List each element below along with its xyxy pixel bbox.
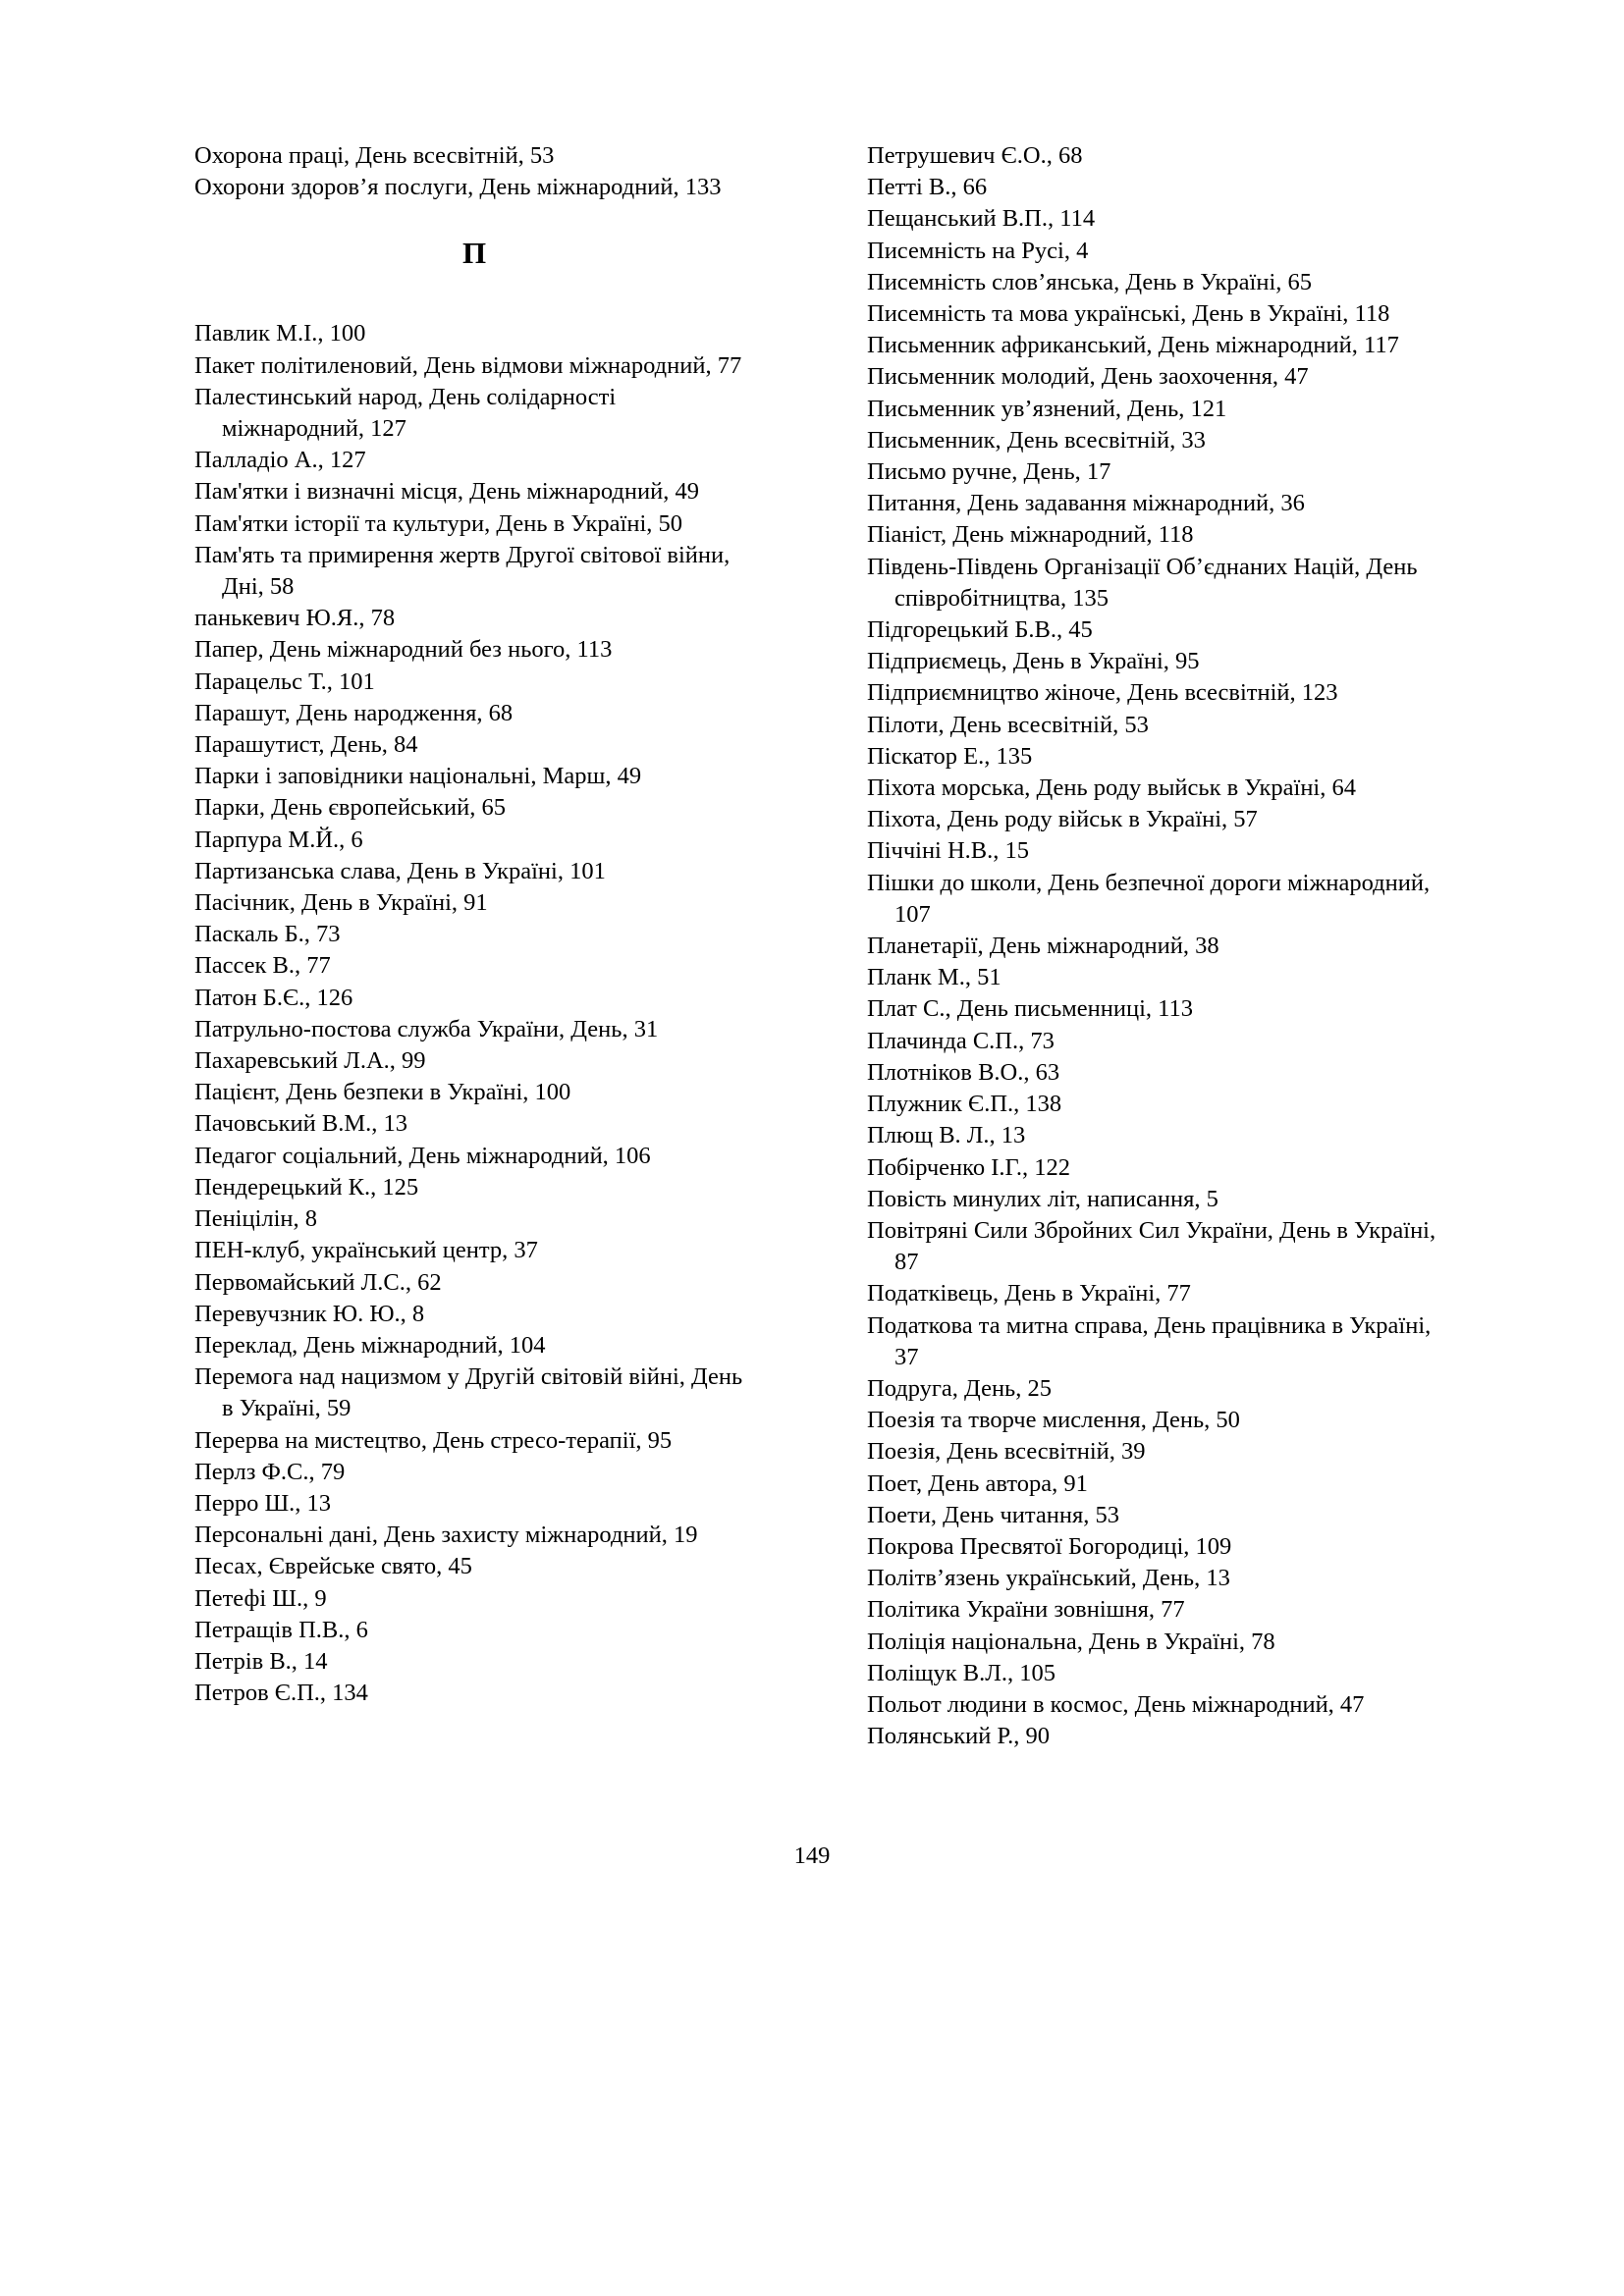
index-entries-top (194, 140, 754, 203)
index-entry: Піскатор Е., 135 (867, 742, 1033, 770)
index-entry: Покрова Пресвятої Богородиці, 109 (867, 1532, 1232, 1560)
index-entry: Папер, День міжнародний без нього, 113 (194, 636, 613, 664)
index-entry: Підприємець, День в Україні, 95 (867, 648, 1200, 675)
index-entry: Переклад, День міжнародний, 104 (194, 1331, 546, 1359)
index-entry: Піхота морська, День роду выйськ в Україні, 64 (867, 774, 1356, 802)
index-entry: Поезія, День всесвітній, 39 (867, 1438, 1146, 1466)
index-entry: Пачовський В.М., 13 (194, 1110, 408, 1138)
index-entry: Писемність на Русі, 4 (867, 237, 1089, 264)
index-entry: Пілоти, День всесвітній, 53 (867, 711, 1149, 738)
index-entry: Парашут, День народження, 68 (194, 699, 514, 726)
index-entry: Планк М., 51 (867, 964, 1001, 991)
index-entry: Польот людини в космос, День міжнародний, 47 (867, 1690, 1365, 1718)
index-entry: Податкова та митна справа, День працівника в Україні, 37 (867, 1311, 1432, 1370)
index-entry: Пакет політиленовий, День відмови міжнародний, 77 (194, 351, 742, 379)
index-entry: Патрульно-постова служба України, День, 31 (194, 1015, 659, 1042)
index-entry: Палладіо А., 127 (194, 447, 366, 474)
index-entries-left (194, 318, 754, 1709)
index-entry: Піхота, День роду військ в Україні, 57 (867, 806, 1258, 833)
index-entry: Пассек В., 77 (194, 952, 331, 980)
index-entry: Письменник африканський, День міжнародний, 117 (867, 332, 1399, 359)
index-entry: Охорона праці, День всесвітній, 53 (194, 142, 555, 169)
index-entry: Патон Б.Є., 126 (194, 984, 353, 1011)
index-entry: Письменник ув’язнений, День, 121 (867, 395, 1227, 422)
page-number: 149 (793, 1842, 831, 1869)
index-entry: Перемога над нацизмом у Другій світовій війні, День в Україні, 59 (194, 1363, 743, 1422)
index-entry: Плужник Є.П., 138 (867, 1091, 1062, 1118)
index-entry: Парпура М.Й., 6 (194, 826, 363, 853)
index-entry: Поезія та творче мислення, День, 50 (867, 1407, 1240, 1434)
index-column-right (867, 140, 1436, 1752)
index-entry: Парашутист, День, 84 (194, 731, 418, 759)
index-entry: Педагог соціальний, День міжнародний, 106 (194, 1142, 651, 1169)
index-entry: Повість минулих літ, написання, 5 (867, 1185, 1218, 1212)
index-entry: Персональні дані, День захисту міжнародний, 19 (194, 1522, 698, 1549)
index-entry: Пішки до школи, День безпечної дороги міжнародний, 107 (867, 869, 1431, 928)
index-entry: Письменник, День всесвітній, 33 (867, 426, 1206, 454)
index-entry: Повітряні Сили Збройних Сил України, День в Україні, 87 (867, 1216, 1436, 1276)
index-entry: Плат С., День письменниці, 113 (867, 995, 1193, 1023)
index-entry: панькевич Ю.Я., 78 (194, 605, 396, 632)
index-entry: Плющ В. Л., 13 (867, 1122, 1026, 1149)
index-entry: Політика України зовнішня, 77 (867, 1596, 1185, 1624)
index-entry: Південь-Південь Організації Об’єднаних Націй, День співробітництва, 135 (867, 553, 1418, 612)
index-entry: Павлик М.І., 100 (194, 320, 366, 347)
index-entry: Паскаль Б., 73 (194, 921, 341, 948)
index-entry: Поети, День читання, 53 (867, 1501, 1120, 1528)
index-entry: Песах, Єврейське свято, 45 (194, 1553, 472, 1580)
index-entry: Пацієнт, День безпеки в Україні, 100 (194, 1079, 571, 1106)
index-entry: ПЕН-клуб, український центр, 37 (194, 1237, 538, 1264)
index-entry: Петефі Ш., 9 (194, 1584, 327, 1612)
index-entry: Підприємництво жіноче, День всесвітній, 123 (867, 679, 1338, 707)
index-entry: Поліція національна, День в Україні, 78 (867, 1628, 1275, 1655)
index-entry: Парки, День європейський, 65 (194, 794, 506, 822)
index-entry: Подруга, День, 25 (867, 1374, 1052, 1402)
index-entry: Писемність слов’янська, День в Україні, 65 (867, 268, 1312, 295)
index-entry: Полянський Р., 90 (867, 1723, 1050, 1750)
index-entry: Петрів В., 14 (194, 1647, 328, 1675)
index-entry: Партизанська слава, День в Україні, 101 (194, 857, 606, 884)
index-entry: Пендерецький К., 125 (194, 1173, 419, 1201)
index-entry: Охорони здоров’я послуги, День міжнародний, 133 (194, 174, 722, 201)
index-entry: Перевучзник Ю. Ю., 8 (194, 1300, 425, 1327)
index-entry: Питання, День задавання міжнародний, 36 (867, 490, 1305, 517)
index-column-left (194, 140, 754, 1709)
index-entry: Пеніцілін, 8 (194, 1205, 318, 1233)
index-entry: Піаніст, День міжнародний, 118 (867, 521, 1194, 549)
index-entries-right (867, 140, 1436, 1752)
index-entry: Політв’язень український, День, 13 (867, 1565, 1230, 1592)
index-entry: Пахаревський Л.А., 99 (194, 1047, 426, 1075)
index-entry: Письменник молодий, День заохочення, 47 (867, 363, 1309, 391)
index-entry: Пам'ятки історії та культури, День в Україні, 50 (194, 509, 683, 537)
index-entry: Плачинда С.П., 73 (867, 1027, 1055, 1054)
index-entry: Петров Є.П., 134 (194, 1680, 368, 1707)
index-entry: Письмо ручне, День, 17 (867, 458, 1111, 486)
index-entry: Пещанський В.П., 114 (867, 205, 1096, 233)
index-entry: Писемність та мова українські, День в Україні, 118 (867, 300, 1390, 328)
index-entry: Палестинський народ, День солідарності міжнародний, 127 (194, 383, 617, 443)
index-entry: Парки і заповідники національні, Марш, 49 (194, 763, 642, 790)
index-entry: Пасічник, День в Україні, 91 (194, 889, 488, 917)
index-entry: Петті В., 66 (867, 174, 988, 201)
index-entry: Перро Ш., 13 (194, 1489, 332, 1517)
index-entry: Підгорецький Б.В., 45 (867, 616, 1093, 644)
index-entry: Плотніков В.О., 63 (867, 1058, 1060, 1086)
index-entry: Петращів П.В., 6 (194, 1616, 368, 1643)
index-entry: Податківець, День в Україні, 77 (867, 1280, 1191, 1308)
index-entry: Перерва на мистецтво, День стресо-терапії, 95 (194, 1426, 673, 1454)
index-entry: Первомайський Л.С., 62 (194, 1268, 442, 1296)
letter-heading: П (461, 236, 487, 271)
index-entry: Перлз Ф.С., 79 (194, 1458, 346, 1485)
index-entry: Пам'ять та примирення жертв Другої світової війни, Дні, 58 (194, 541, 731, 601)
index-entry: Побірченко І.Г., 122 (867, 1153, 1071, 1181)
index-entry: Поліщук В.Л., 105 (867, 1659, 1056, 1686)
index-entry: Поет, День автора, 91 (867, 1469, 1088, 1497)
index-entry: Пам'ятки і визначні місця, День міжнародний, 49 (194, 478, 699, 506)
index-entry: Планетарії, День міжнародний, 38 (867, 933, 1219, 960)
index-entry: Піччіні Н.В., 15 (867, 837, 1030, 865)
index-entry: Парацельс Т., 101 (194, 667, 375, 695)
index-entry: Петрушевич Є.О., 68 (867, 142, 1083, 169)
